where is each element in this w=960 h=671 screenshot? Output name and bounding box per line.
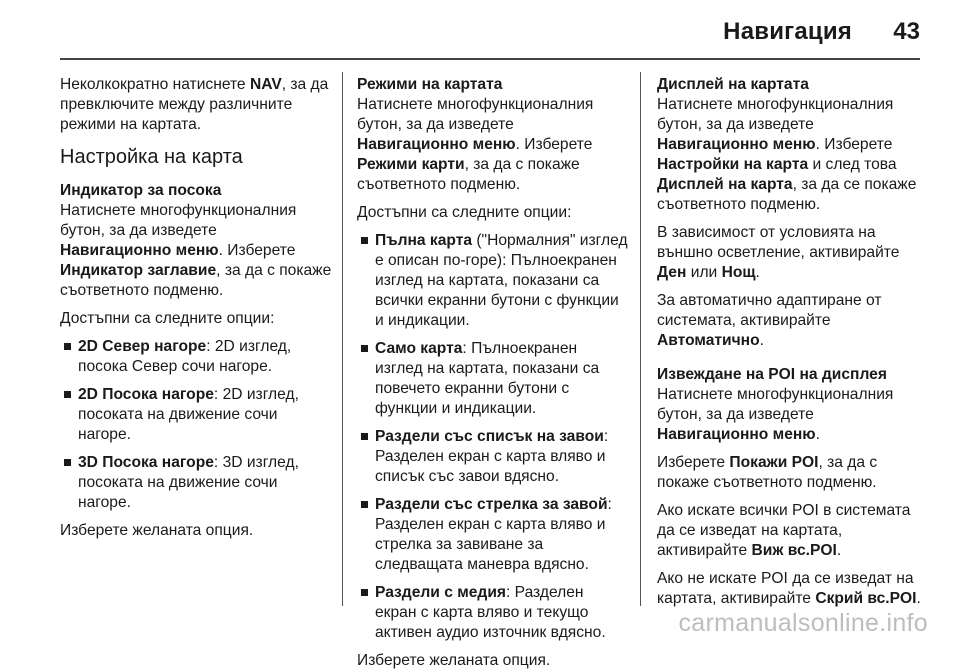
section-heading: Настройка на карта	[60, 146, 243, 168]
option-desc: : Разделен екран с карта вляво и стрелка за завиване за следващата маневра вдясно.	[375, 496, 612, 573]
bullet-icon	[361, 501, 368, 508]
paragraph	[657, 385, 929, 445]
paragraph	[657, 453, 929, 493]
header-rule	[60, 58, 920, 60]
option-desc: : 2D изглед, посоката на движение сочи нагоре.	[78, 386, 299, 443]
text: Изберете	[657, 454, 730, 471]
page-number: 43	[893, 18, 920, 45]
watermark: carmanualsonline.info	[678, 609, 928, 637]
option-name: Раздели със стрелка за завой	[375, 496, 608, 513]
menu-name: Навигационно меню	[60, 242, 219, 259]
bullet-icon	[361, 589, 368, 596]
list-item	[357, 339, 629, 419]
menu-item-name: Дисплей на карта	[657, 176, 793, 193]
option-name: Раздели със списък на завои	[375, 428, 604, 445]
option-name: Нощ	[721, 264, 756, 281]
subheading-map-modes: Режими на картата	[357, 76, 503, 93]
option-name: Пълна карта	[375, 232, 473, 249]
column-3	[657, 75, 929, 605]
option-name: Скрий вс.POI	[815, 590, 917, 607]
text: .	[759, 332, 764, 349]
option-name: 2D Север нагоре	[78, 338, 207, 355]
subheading-poi-display: Извеждане на POI на дисплея	[657, 366, 887, 383]
column-divider-1	[342, 72, 343, 606]
paragraph	[657, 223, 929, 283]
option-desc: : 3D изглед, посоката на движение сочи нагоре.	[78, 454, 299, 511]
page-header	[60, 0, 920, 58]
options-intro: Достъпни са следните опции:	[60, 310, 275, 327]
column-2	[357, 75, 629, 669]
list-item	[60, 453, 332, 513]
text: , за да превключите между различните режими на картата.	[60, 76, 329, 133]
text: . Изберете	[218, 242, 296, 259]
menu-item-name: Настройки на карта	[657, 156, 809, 173]
option-name: Виж вс.POI	[751, 542, 837, 559]
menu-item-name: Режими карти	[357, 156, 465, 173]
text: Натиснете многофункционалния бутон, за да изведете	[357, 96, 594, 133]
text: и след това	[808, 156, 897, 173]
list-item	[357, 427, 629, 487]
column-divider-2	[640, 72, 641, 606]
options-list	[60, 337, 332, 513]
paragraph	[357, 95, 629, 195]
list-item	[357, 583, 629, 643]
text: Натиснете многофункционалния бутон, за да изведете	[60, 202, 297, 239]
text: , за да с покаже съответното подменю.	[357, 156, 580, 193]
column-1	[60, 75, 332, 605]
list-item	[60, 385, 332, 445]
outro-paragraph: Изберете желаната опция.	[357, 652, 551, 669]
paragraph	[657, 95, 929, 215]
options-intro: Достъпни са следните опции:	[357, 204, 572, 221]
bullet-icon	[64, 459, 71, 466]
option-name: Раздели с медия	[375, 584, 507, 601]
option-desc: : Разделен екран с карта вляво и списък със завои вдясно.	[375, 428, 609, 485]
menu-name: Навигационно меню	[357, 136, 516, 153]
text: Натиснете многофункционалния бутон, за да изведете	[657, 386, 894, 423]
menu-name: Навигационно меню	[657, 426, 816, 443]
text: За автоматично адаптиране от системата, активирайте	[657, 292, 882, 329]
paragraph	[657, 501, 929, 561]
option-desc: : Разделен екран с карта вляво и текущо активен аудио източник вдясно.	[375, 584, 606, 641]
option-name: Ден	[657, 264, 687, 281]
text: В зависимост от условията на външно осветление, активирайте	[657, 224, 900, 261]
text: .	[836, 542, 842, 559]
menu-item-name: Индикатор заглавие	[60, 262, 217, 279]
subheading-direction-indicator: Индикатор за посока	[60, 182, 222, 199]
option-desc: ("Нормалния" изглед е описан по-горе): Пълноекранен изглед на картата, показани са всички екранни бутони с функции и индикации.	[375, 232, 628, 329]
option-name: 3D Посока нагоре	[78, 454, 214, 471]
text: Натиснете многофункционалния бутон, за да изведете	[657, 96, 894, 133]
list-item	[357, 495, 629, 575]
bullet-icon	[361, 237, 368, 244]
text: или	[686, 264, 722, 281]
list-item	[60, 337, 332, 377]
menu-item-name: Покажи POI	[729, 454, 819, 471]
option-name: Само карта	[375, 340, 463, 357]
bullet-icon	[64, 391, 71, 398]
outro-paragraph: Изберете желаната опция.	[60, 522, 254, 539]
page-title: Навигация	[723, 18, 852, 45]
text: . Изберете	[515, 136, 593, 153]
option-name: Автоматично	[657, 332, 760, 349]
list-item	[357, 231, 629, 331]
text: Неколкократно натиснете	[60, 76, 250, 93]
text: , за да с покаже съответното подменю.	[60, 262, 332, 299]
bullet-icon	[361, 433, 368, 440]
option-desc: : Пълноекранен изглед на картата, показани са повечето екранни бутони с функции и индикации.	[375, 340, 600, 417]
menu-name: Навигационно меню	[657, 136, 816, 153]
text: Ако искате всички POI в системата да се изведат на картата, активирайте	[657, 502, 911, 559]
bullet-icon	[361, 345, 368, 352]
subheading-map-display: Дисплей на картата	[657, 76, 809, 93]
intro-paragraph	[60, 75, 332, 135]
text: .	[755, 264, 760, 281]
paragraph	[657, 291, 929, 351]
text: .	[916, 590, 921, 607]
text: Ако не искате POI да се изведат на картата, активирайте	[657, 570, 914, 607]
paragraph	[657, 569, 929, 609]
text: , за да с покаже съответното подменю.	[657, 454, 878, 491]
text: .	[815, 426, 820, 443]
options-list	[357, 231, 629, 643]
paragraph	[60, 201, 332, 301]
option-desc: : 2D изглед, посока Север сочи нагоре.	[78, 338, 292, 375]
text: . Изберете	[815, 136, 893, 153]
option-name: 2D Посока нагоре	[78, 386, 214, 403]
nav-button-label: NAV	[249, 76, 282, 93]
bullet-icon	[64, 343, 71, 350]
text: , за да се покаже съответното подменю.	[657, 176, 917, 213]
